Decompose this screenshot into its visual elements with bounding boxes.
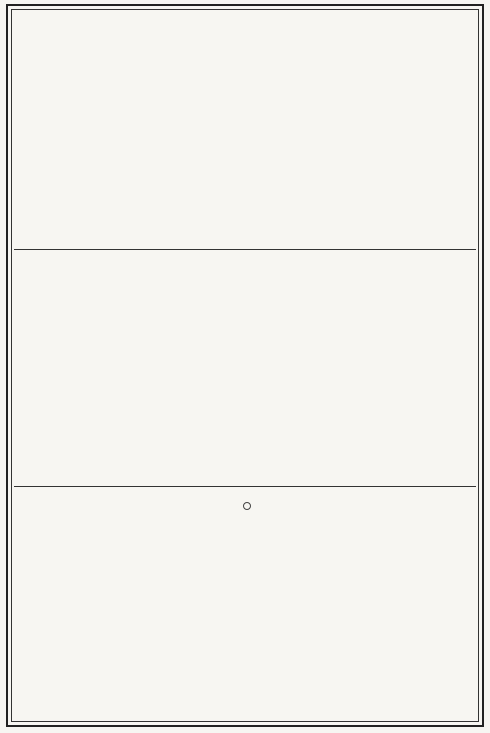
middle-section <box>13 253 477 481</box>
section-divider-1 <box>14 249 476 250</box>
document-page <box>6 4 484 727</box>
bottom-section <box>13 491 477 721</box>
top-text-columns <box>13 11 477 248</box>
middle-text-columns <box>13 253 477 481</box>
top-section <box>13 11 477 248</box>
section-divider-2 <box>14 486 476 487</box>
bottom-text-columns <box>13 491 477 721</box>
